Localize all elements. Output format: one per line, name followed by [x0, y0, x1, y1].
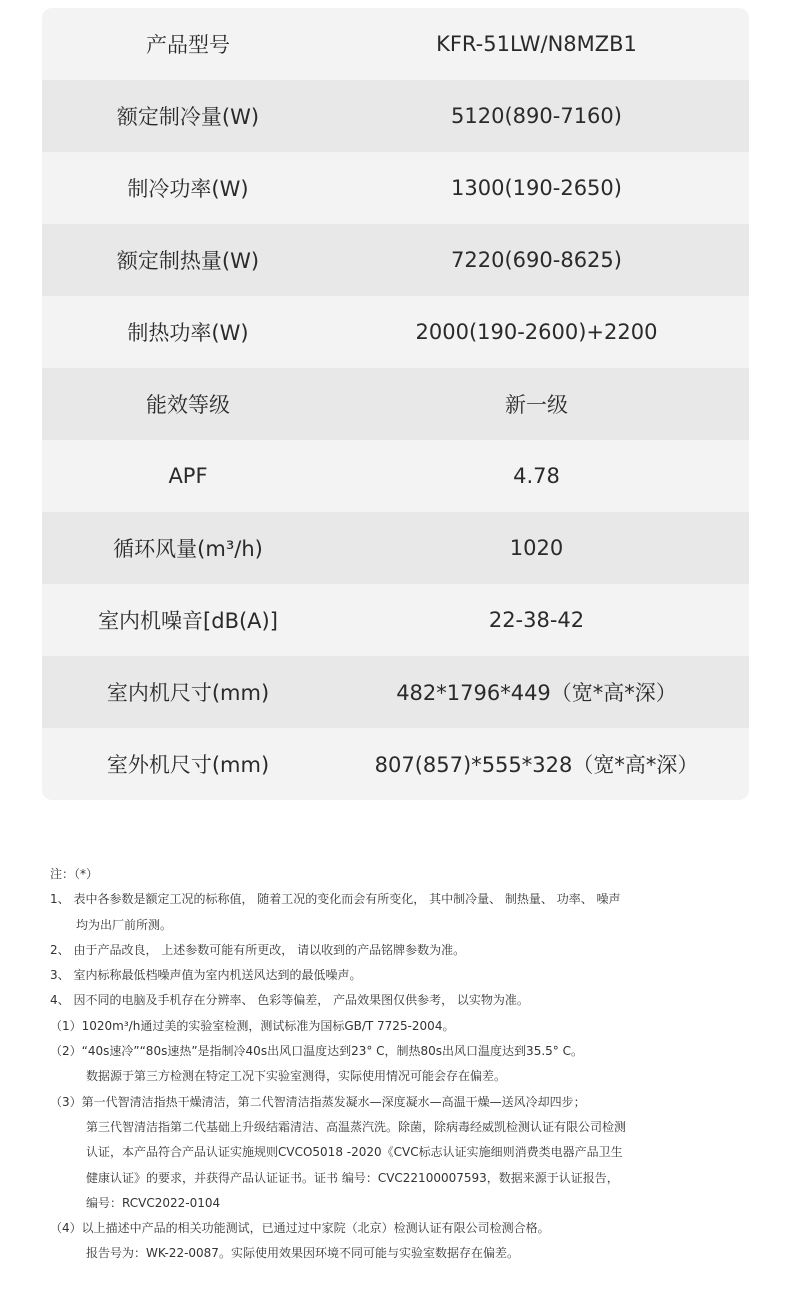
spec-value: 2000(190-2600)+2200 — [415, 320, 658, 344]
spec-label: 额定制热量(W) — [116, 249, 260, 273]
spec-label: 能效等级 — [146, 393, 230, 417]
spec-label: 产品型号 — [146, 33, 230, 57]
spec-table — [42, 8, 749, 800]
subnote-3-cont-3: 健康认证》的要求，并获得产品认证证书。证书 编号：CVC22100007593，数据来源于认证报告， — [86, 1170, 619, 1185]
spec-label: 循环风量(m³/h) — [113, 537, 263, 561]
spec-row-outdoor-size — [42, 728, 749, 800]
spec-row-airflow — [42, 512, 749, 584]
spec-value: 807(857)*555*328（宽*高*深） — [374, 753, 699, 777]
spec-row-heating-power — [42, 296, 749, 368]
notes-heading: 注：（*） — [50, 867, 99, 881]
subnote-3-cont-2: 认证，本产品符合产品认证实施规则CVCO5018 -2020《CVC标志认证实施细则消费类电器产品卫生 — [86, 1145, 623, 1160]
subnote-1: （1）1020m³/h通过美的实验室检测，测试标准为国标GB/T 7725-2004。 — [50, 1018, 455, 1033]
subnote-3-cont-4: 编号：RCVC2022-0104 — [86, 1195, 221, 1210]
spec-value: 482*1796*449（宽*高*深） — [396, 681, 677, 705]
note-1: 1、 表中各参数是额定工况的标称值， 随着工况的变化而会有所变化， 其中制冷量、 制热量、 功率、 噪声 — [50, 892, 621, 907]
spec-row-rated-heating — [42, 224, 749, 296]
subnote-4-cont: 报告号为：WK-22-0087。实际使用效果因环境不同可能与实验室数据存在偏差。 — [86, 1246, 519, 1261]
spec-row-efficiency-grade — [42, 368, 749, 440]
spec-label: 制冷功率(W) — [127, 177, 249, 201]
spec-label: 额定制冷量(W) — [116, 105, 260, 129]
spec-value: 1300(190-2650) — [451, 176, 622, 200]
spec-label: 制热功率(W) — [127, 321, 249, 345]
note-1-cont: 均为出厂前所测。 — [76, 917, 173, 932]
spec-label: APF — [168, 464, 208, 488]
spec-value: 5120(890-7160) — [451, 104, 622, 128]
spec-row-model — [42, 8, 749, 80]
spec-row-indoor-size — [42, 656, 749, 728]
note-3: 3、 室内标称最低档噪声值为室内机送风达到的最低噪声。 — [50, 968, 362, 983]
spec-label: 室内机尺寸(mm) — [106, 681, 270, 705]
subnote-3: （3）第一代智清洁指热干燥清洁，第二代智清洁指蒸发凝水—深度凝水—高温干燥—送风冷却四步； — [50, 1094, 586, 1109]
footnotes — [50, 862, 750, 1267]
subnote-3-cont-1: 第三代智清洁指第二代基础上升级结霜清洁、高温蒸汽洗。除菌，除病毒经威凯检测认证有限公司检测 — [86, 1119, 627, 1134]
spec-row-cooling-power — [42, 152, 749, 224]
spec-value: 7220(690-8625) — [451, 248, 622, 272]
spec-value: 4.78 — [513, 464, 560, 488]
spec-row-apf — [42, 440, 749, 512]
spec-label: 室内机噪音[dB(A)] — [98, 609, 278, 633]
spec-value: 1020 — [509, 536, 564, 560]
note-4: 4、 因不同的电脑及手机存在分辨率、 色彩等偏差， 产品效果图仅供参考， 以实物为准。 — [50, 993, 529, 1008]
spec-row-rated-cooling — [42, 80, 749, 152]
note-2: 2、 由于产品改良， 上述参数可能有所更改， 请以收到的产品铭牌参数为准。 — [50, 942, 466, 957]
spec-value: 22-38-42 — [488, 608, 585, 632]
spec-label: 室外机尺寸(mm) — [106, 753, 270, 777]
subnote-2: （2）“40s速冷”“80s速热”是指制冷40s出风口温度达到23° C，制热80s出风口温度达到35.5° C。 — [50, 1044, 583, 1059]
subnote-2-cont: 数据源于第三方检测在特定工况下实验室测得，实际使用情况可能会存在偏差。 — [86, 1069, 507, 1084]
spec-value: KFR-51LW/N8MZB1 — [436, 32, 637, 56]
spec-row-indoor-noise — [42, 584, 749, 656]
subnote-4: （4）以上描述中产品的相关功能测试，已通过过中家院（北京）检测认证有限公司检测合格。 — [50, 1221, 550, 1236]
spec-value: 新一级 — [505, 393, 568, 417]
